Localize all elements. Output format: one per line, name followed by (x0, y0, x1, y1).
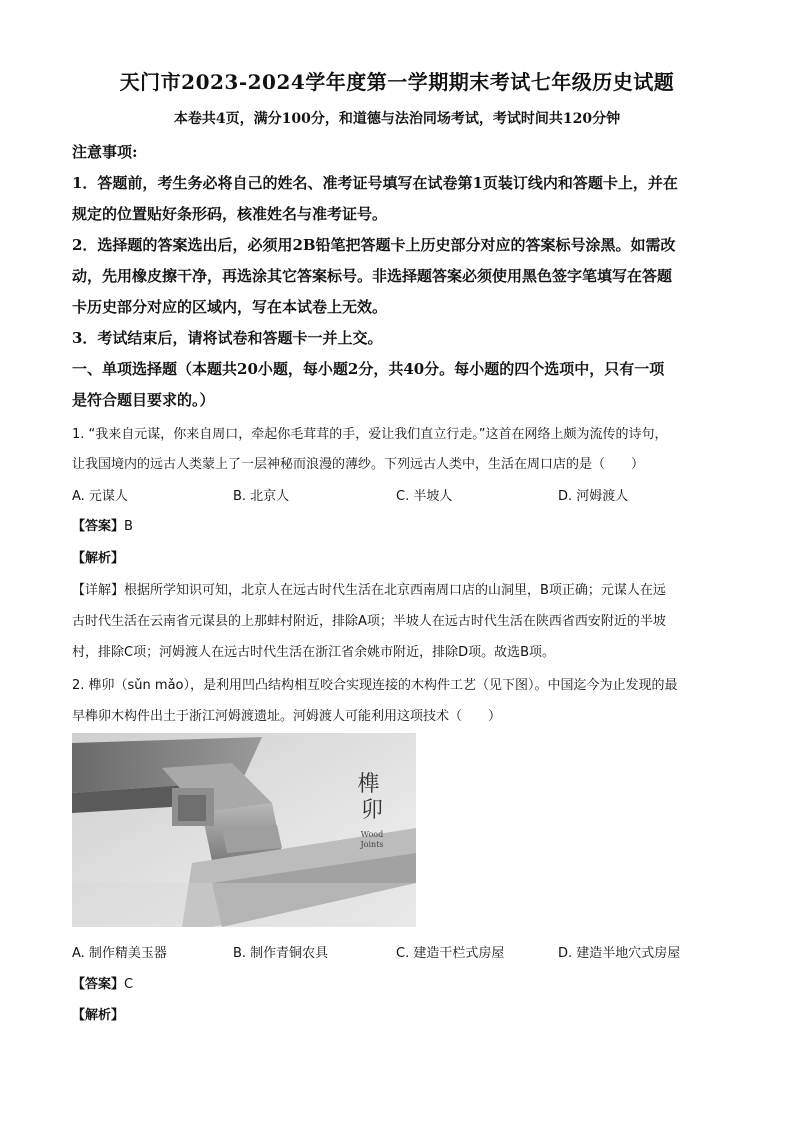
q1-detail: 【详解】根据所学知识可知，北京人在远古时代生活在北京西南周口店的山洞里，B项正确；元谋人在远 (72, 583, 666, 598)
q1-option-b: B. 北京人 (233, 489, 290, 504)
section-heading: 一、单项选择题（本题共20小题，每小题2分，共40分。每小题的四个选项中，只有一项 (72, 360, 665, 378)
photo-caption-en-2: Joints (360, 840, 384, 849)
q1-analysis (72, 547, 732, 566)
answer-value: B (124, 519, 133, 534)
analysis-label: 【解析】 (72, 1008, 125, 1023)
q2-analysis (72, 1004, 732, 1023)
notice-line: 动，先用橡皮擦干净，再选涂其它答案标号。非选择题答案必须使用黑色签字笔填写在答题 (72, 267, 673, 285)
notice-heading: 注意事项: (72, 143, 138, 161)
photo-caption-en-1: Wood (360, 830, 384, 839)
q2-option-d: D. 建造半地穴式房屋 (558, 946, 681, 961)
q2-stem: 2. 榫卯（sǔn mǎo），是利用凹凸结构相互咬合实现连接的木构件工艺（见下图）。中国迄今为止发现的最 (72, 678, 678, 693)
q1-option-a: A. 元谋人 (72, 489, 128, 504)
q1-option-d: D. 河姆渡人 (558, 489, 629, 504)
q2-option-b: B. 制作青铜农具 (233, 946, 329, 961)
notice-line: 1．答题前，考生务必将自己的姓名、准考证号填写在试卷第1页装订线内和答题卡上，并在 (72, 174, 678, 192)
notice-line: 3．考试结束后，请将试卷和答题卡一并上交。 (72, 329, 383, 347)
q1-stem: 1. “我来自元谋，你来自周口，牵起你毛茸茸的手，爱让我们直立行走。”这首在网络上颇为流传的诗句， (72, 427, 668, 442)
q1-answer (72, 515, 732, 534)
q2-option-a: A. 制作精美玉器 (72, 946, 167, 961)
mortise-tenon-photo (72, 733, 416, 927)
q1-detail: 村，排除C项；河姆渡人在远古时代生活在浙江省余姚市附近，排除D项。故选B项。 (72, 645, 556, 660)
q1-option-c: C. 半坡人 (396, 489, 453, 504)
analysis-label: 【解析】 (72, 551, 125, 566)
section-heading-cont: 是符合题目要求的。） (72, 391, 215, 409)
answer-label: 【答案】 (72, 977, 125, 992)
photo-caption-cn: 榫 卯 (357, 772, 384, 823)
q1-detail: 古时代生活在云南省元谋县的上那蚌村附近，排除A项；半坡人在远古时代生活在陕西省西安附近的半坡 (72, 614, 666, 629)
notice-line: 2．选择题的答案选出后，必须用2B铅笔把答题卡上历史部分对应的答案标号涂黑。如需改 (72, 236, 676, 254)
wood-joint-illustration (72, 733, 416, 927)
q2-stem: 早榫卯木构件出土于浙江河姆渡遗址。河姆渡人可能利用这项技术（ ） (72, 709, 502, 724)
exam-subtitle: 本卷共4页，满分100分，和道德与法治同场考试，考试时间共120分钟 (173, 111, 621, 127)
notice-line: 规定的位置贴好条形码，核准姓名与准考证号。 (72, 205, 388, 223)
q2-answer (72, 973, 732, 992)
notice-line: 卡历史部分对应的区域内，写在本试卷上无效。 (72, 298, 388, 316)
answer-label: 【答案】 (72, 519, 125, 534)
page-title: 天门市2023-2024学年度第一学期期末考试七年级历史试题 (119, 70, 675, 94)
q1-stem: 让我国境内的远古人类蒙上了一层神秘而浪漫的薄纱。下列远古人类中，生活在周口店的是（ ） (72, 457, 645, 472)
answer-value: C (124, 977, 134, 992)
q2-option-c: C. 建造干栏式房屋 (396, 946, 505, 961)
